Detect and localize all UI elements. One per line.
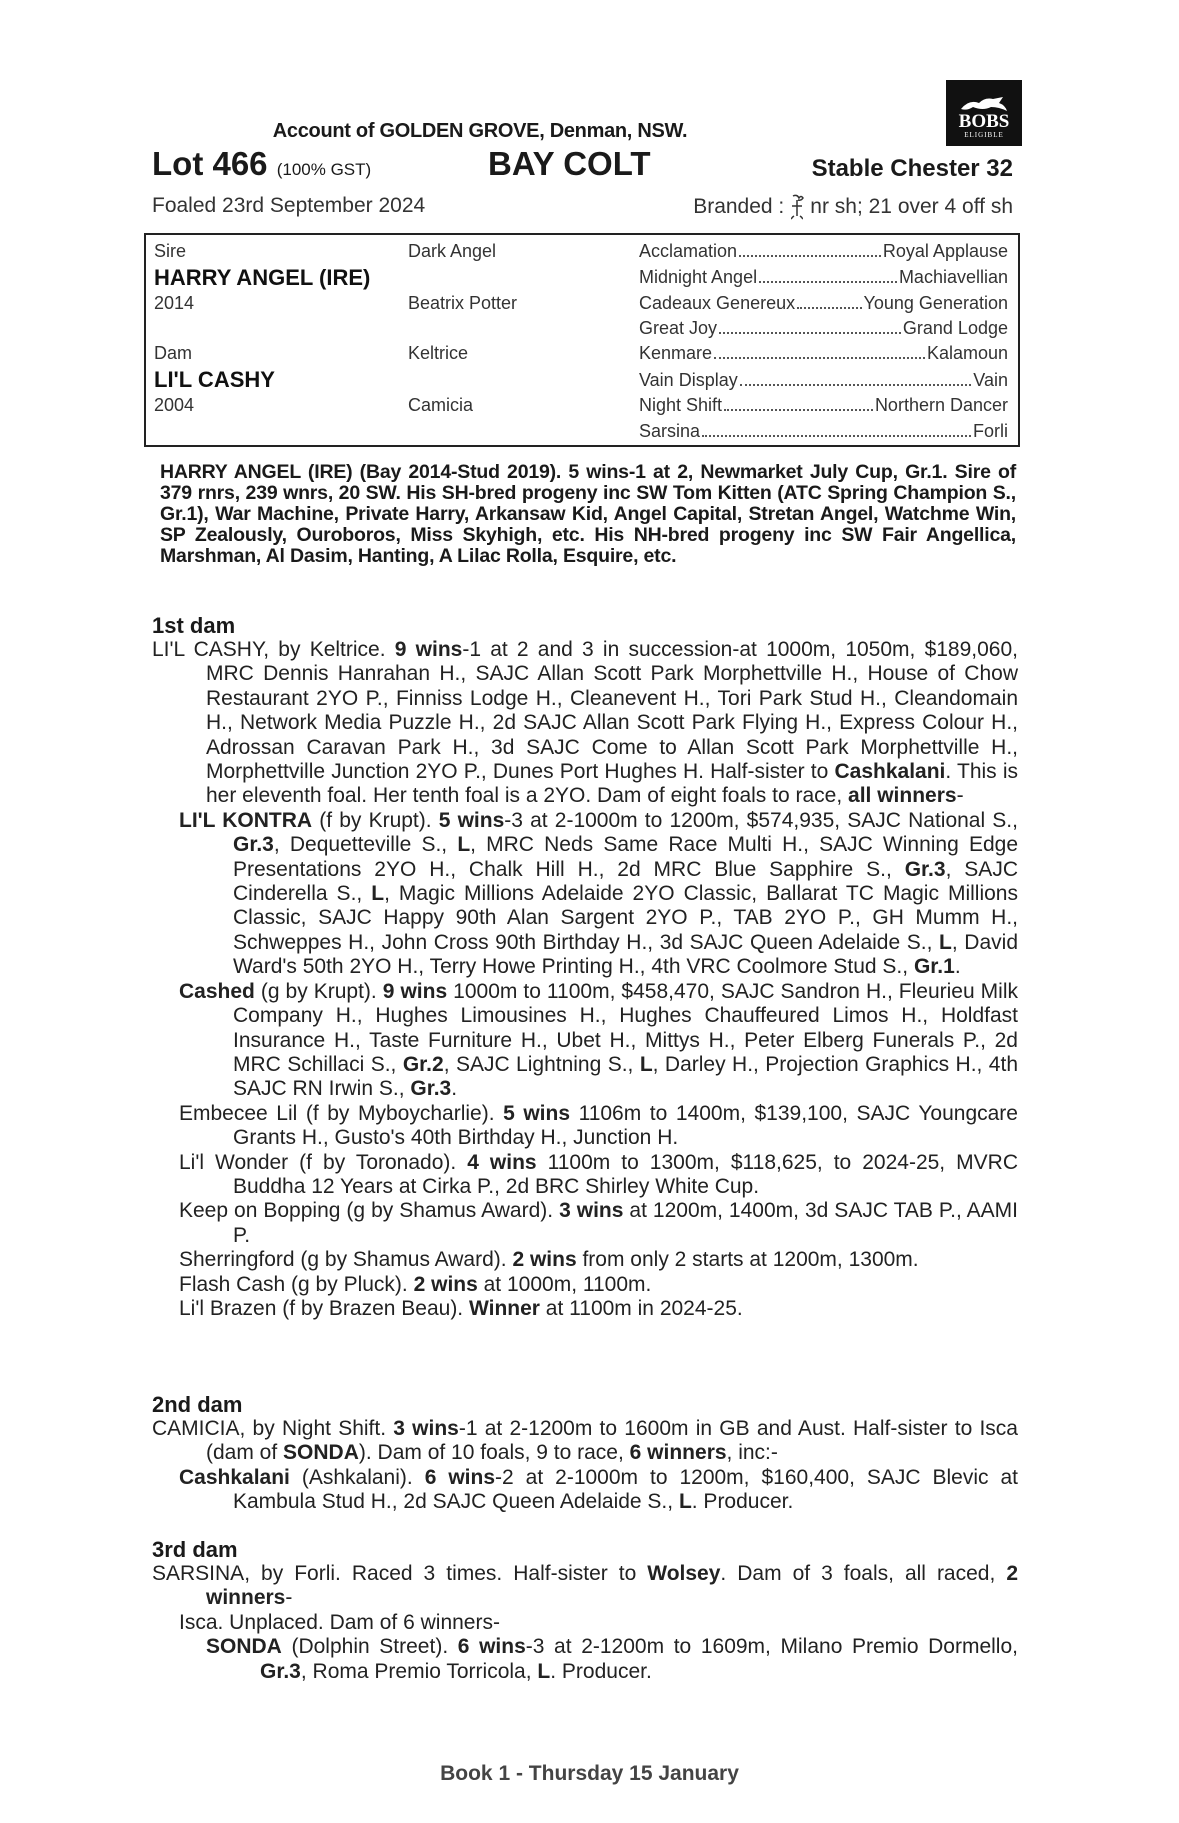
granddam-entry: Isca. Unplaced. Dam of 6 winners- <box>179 1610 500 1634</box>
lot-number <box>152 145 371 183</box>
progeny-entry: Cashed (g by Krupt). 9 wins 1000m to 1100m, $458,470, SAJC Sandron H., Fleurieu Milk Company H., Hughes Limousines H., Hughes Chauffeured Limos H., Holdfast Insurance H., Taste Furniture H., Ubet H., Mittys H., Peter Elberg Funerals P., 2d MRC Schillaci S., Gr.2, SAJC Lightning S., L, Darley H., Projection Graphics H., 4th SAJC RN Irwin S., Gr.3. <box>179 979 1018 1101</box>
sire-dam: Beatrix Potter <box>408 293 518 313</box>
third-dam-heading: 3rd dam <box>152 1537 238 1562</box>
colour-sex: BAY COLT <box>488 145 651 182</box>
first-dam-section <box>152 638 1018 1321</box>
progeny-entry: Flash Cash (g by Pluck). 2 wins at 1000m, 1100m. <box>179 1272 652 1296</box>
branded-text: nr sh; 21 over 4 off sh <box>810 195 1013 218</box>
dam-sire: Keltrice <box>408 343 469 363</box>
ancestor-left: Vain Display <box>639 370 738 390</box>
ancestor-row <box>639 395 1008 416</box>
progeny-entry: LI'L KONTRA (f by Krupt). 5 wins-3 at 2-1000m to 1200m, $574,935, SAJC National S., Gr.3, Dequetteville S., L, MRC Neds Same Race Multi H., SAJC Winning Edge Presentations 2YO H., Chalk Hill H., 2d MRC Blue Sapphire S., Gr.3, SAJC Cinderella S., L, Magic Millions Adelaide 2YO Classic, Ballarat TC Magic Millions Classic, SAJC Happy 90th Alan Sargent 2YO P., TAB 2YO P., GH Mumm H., Schweppes H., John Cross 90th Birthday H., 3d SAJC Queen Adelaide S., L, David Ward's 50th 2YO H., Terry Howe Printing H., 4th VRC Coolmore Stud S., Gr.1. <box>179 808 1019 979</box>
stable-location: Stable Chester 32 <box>811 155 1013 182</box>
ancestor-right: Forli <box>973 421 1008 441</box>
progeny-entry: Li'l Wonder (f by Toronado). 4 wins 1100m to 1300m, $118,625, to 2024-25, MVRC Buddha 12 Years at Cirka P., 2d BRC Shirley White Cup. <box>179 1150 1018 1198</box>
ancestor-right: Grand Lodge <box>902 318 1008 338</box>
second-dam-heading: 2nd dam <box>152 1392 243 1417</box>
vendor-account: Account of GOLDEN GROVE, Denman, NSW. <box>272 120 688 142</box>
gst-note: (100% GST) <box>276 160 372 179</box>
first-dam-heading: 1st dam <box>152 613 236 638</box>
dam-year: 2004 <box>154 395 195 415</box>
ancestor-right: Northern Dancer <box>874 395 1008 415</box>
ancestor-row <box>639 267 1008 288</box>
ancestor-left: Kenmare <box>639 343 713 363</box>
logo-subtext: ELIGIBLE <box>964 131 1004 139</box>
foaled-date: Foaled 23rd September 2024 <box>152 194 426 217</box>
sire-name: HARRY ANGEL (IRE) <box>154 265 371 290</box>
dam-label: Dam <box>154 343 193 363</box>
ancestor-row <box>639 343 1008 364</box>
ancestor-right: Machiavellian <box>898 267 1008 287</box>
ancestor-left: Midnight Angel <box>639 267 758 287</box>
ancestor-right: Vain <box>973 370 1008 390</box>
sire-sire: Dark Angel <box>408 241 497 261</box>
third-dam-section <box>152 1562 1018 1684</box>
second-dam-paragraph: CAMICIA, by Night Shift. 3 wins-1 at 2-1200m to 1600m in GB and Aust. Half-sister to Isca (dam of SONDA). Dam of 10 foals, 9 to race, 6 winners, inc:- <box>152 1417 1018 1465</box>
dam-dam: Camicia <box>408 395 474 415</box>
ancestor-left: Sarsina <box>639 421 701 441</box>
bobs-eligible-logo <box>946 80 1022 146</box>
third-dam-paragraph: SARSINA, by Forli. Raced 3 times. Half-sister to Wolsey. Dam of 3 foals, all raced, 2 winners- <box>152 1562 1018 1610</box>
ancestor-left: Acclamation <box>639 241 738 261</box>
branded-label: Branded : <box>693 195 785 218</box>
sire-summary: HARRY ANGEL (IRE) (Bay 2014-Stud 2019). 5 wins-1 at 2, Newmarket July Cup, Gr.1. Sire of 379 rnrs, 239 wnrs, 20 SW. His SH-bred progeny inc SW Tom Kitten (ATC Spring Champion S., Gr.1), War Machine, Private Harry, Arkansaw Kid, Angel Capital, Stretan Angel, Watchme Win, SP Zealously, Ouroboros, Miss Skyhigh, etc. His NH-bred progeny inc SW Fair Angellica, Marshman, Al Dasim, Hanting, A Lilac Rolla, Esquire, etc. <box>160 461 1016 567</box>
dam-name: LI'L CASHY <box>154 367 275 392</box>
brand-info <box>693 194 1013 220</box>
ancestor-row <box>639 370 1008 391</box>
sire-label: Sire <box>154 241 187 261</box>
ancestor-right: Young Generation <box>863 293 1008 313</box>
ancestor-row <box>639 318 1008 339</box>
page-footer: Book 1 - Thursday 15 January <box>440 1762 739 1785</box>
ancestor-right: Kalamoun <box>926 343 1008 363</box>
progeny-entry: Keep on Bopping (g by Shamus Award). 3 wins at 1200m, 1400m, 3d SAJC TAB P., AAMI P. <box>179 1199 1018 1247</box>
progeny-entry: Sherringford (g by Shamus Award). 2 wins from only 2 starts at 1200m, 1300m. <box>179 1248 919 1272</box>
ancestor-row <box>639 421 1008 442</box>
progeny-entry: Li'l Brazen (f by Brazen Beau). Winner at 1100m in 2024-25. <box>179 1296 743 1320</box>
ancestor-right: Royal Applause <box>882 241 1008 261</box>
logo-text: BOBS <box>958 111 1010 132</box>
brand-mark-icon <box>788 194 806 220</box>
ancestor-row <box>639 241 1008 262</box>
sire-year: 2014 <box>154 293 195 313</box>
progeny-entry: SONDA (Dolphin Street). 6 wins-3 at 2-1200m to 1609m, Milano Premio Dormello, Gr.3, Roma Premio Torricola, L. Producer. <box>206 1635 1018 1683</box>
ancestor-left: Great Joy <box>639 318 718 338</box>
ancestor-left: Cadeaux Genereux <box>639 293 796 313</box>
lot-label: Lot 466 <box>152 145 268 182</box>
ancestor-row <box>639 293 1008 314</box>
progeny-entry: Embecee Lil (f by Myboycharlie). 5 wins 1106m to 1400m, $139,100, SAJC Youngcare Grants H., Gusto's 40th Birthday H., Junction H. <box>179 1101 1018 1150</box>
pedigree-table <box>144 233 1020 447</box>
second-dam-section <box>152 1417 1018 1515</box>
first-dam-paragraph: LI'L CASHY, by Keltrice. 9 wins-1 at 2 and 3 in succession-at 1000m, 1050m, $189,060, MRC Dennis Hanrahan H., SAJC Allan Scott Park Morphettville H., House of Chow Restaurant 2YO P., Finniss Lodge H., Cleanevent H., Tori Park Stud H., Cleandomain H., Network Media Puzzle H., 2d SAJC Allan Scott Park Flying H., Express Colour H., Adrossan Caravan Park H., 3d SAJC Come to Allan Scott Park Morphettville H., Morphettville Junction 2YO P., Dunes Port Hughes H. Half-sister to Cashkalani. This is her eleventh foal. Her tenth foal is a 2YO. Dam of eight foals to race, all winners- <box>152 638 1018 808</box>
progeny-entry: Cashkalani (Ashkalani). 6 wins-2 at 2-1000m to 1200m, $160,400, SAJC Blevic at Kambula Stud H., 2d SAJC Queen Adelaide S., L. Producer. <box>179 1465 1019 1514</box>
ancestor-left: Night Shift <box>639 395 723 415</box>
